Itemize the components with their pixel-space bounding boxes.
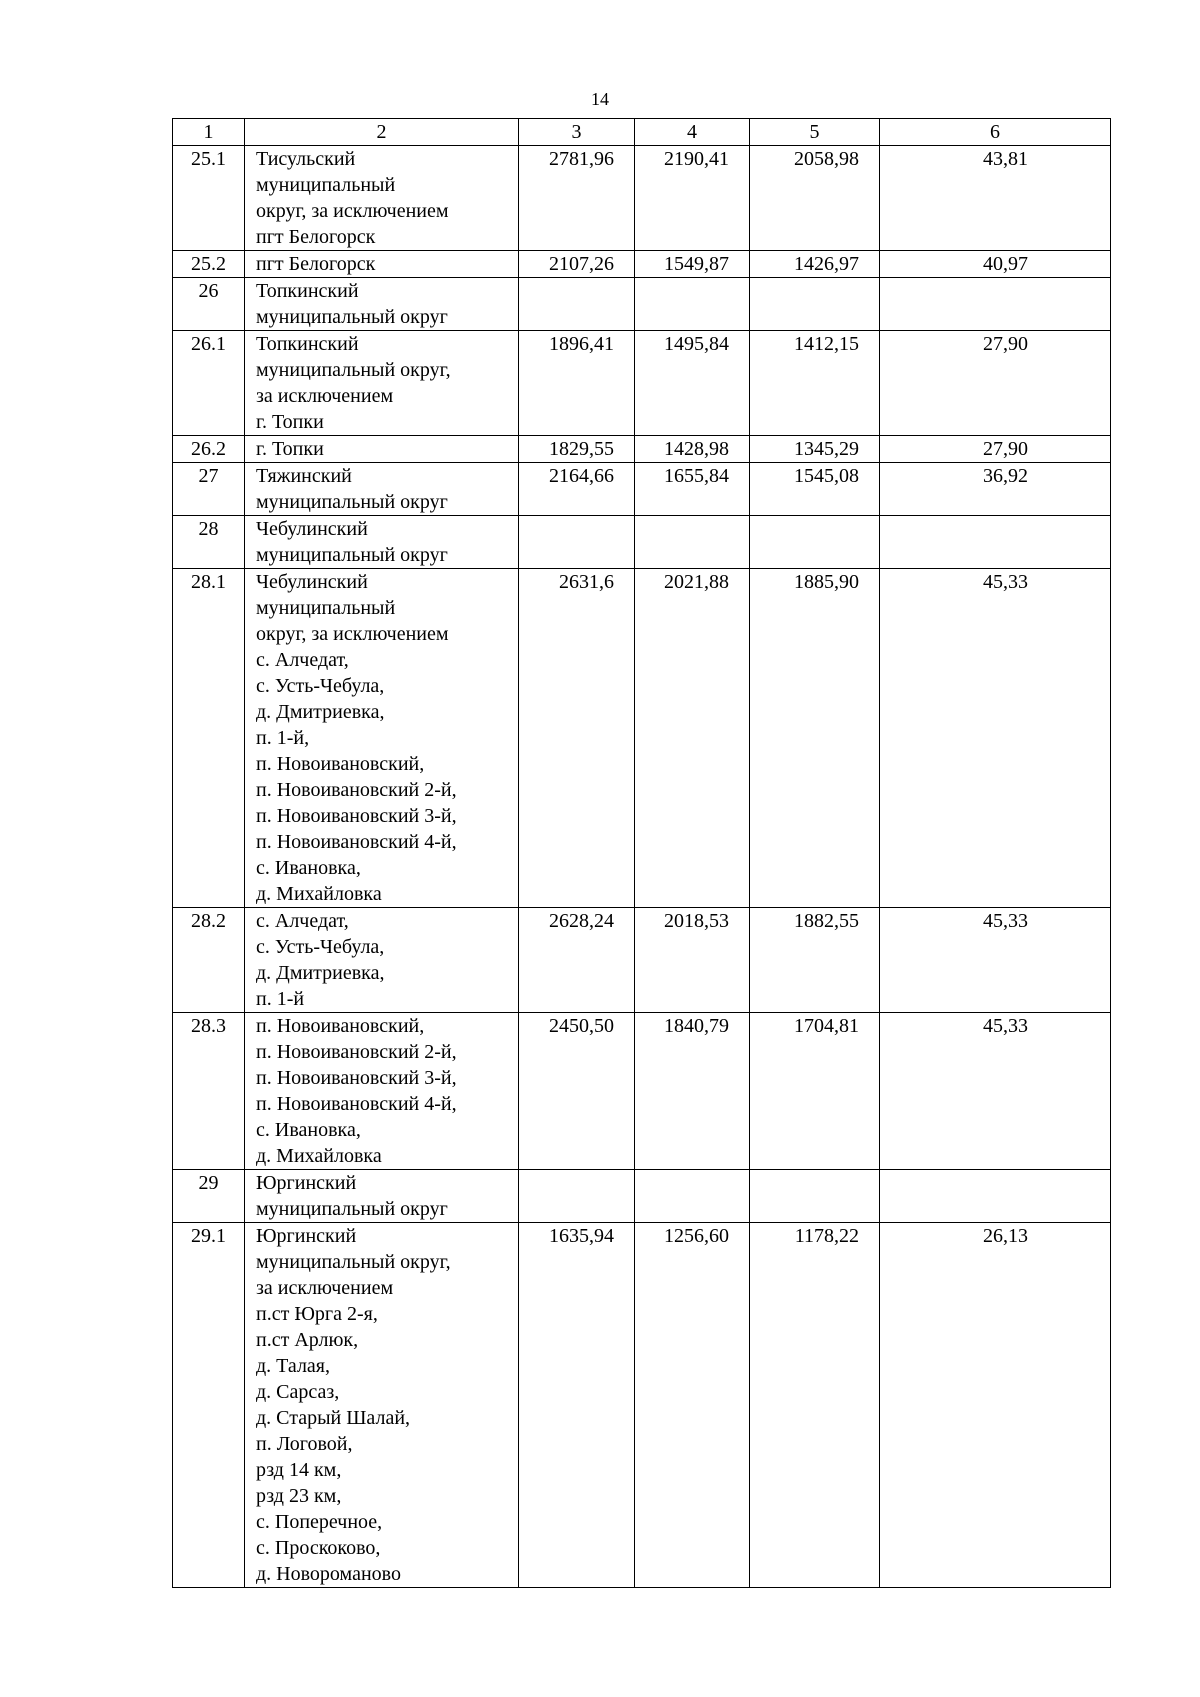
- table-row: [173, 1223, 1111, 1588]
- row-col3-cell: 2781,96: [519, 146, 635, 251]
- row-number-cell: 25.2: [173, 251, 245, 278]
- row-number-cell: 28.2: [173, 908, 245, 1013]
- row-col5-cell: 1882,55: [750, 908, 880, 1013]
- row-name-cell: Юргинский муниципальный округ: [245, 1170, 519, 1223]
- row-col5-cell: [750, 516, 880, 569]
- row-col4-cell: [635, 516, 750, 569]
- row-col3-cell: 2450,50: [519, 1013, 635, 1170]
- row-col3-cell: [519, 1170, 635, 1223]
- tariff-table: [172, 118, 1111, 1588]
- row-col6-cell: 27,90: [880, 331, 1111, 436]
- row-col4-cell: 2021,88: [635, 569, 750, 908]
- table-row: [173, 278, 1111, 331]
- row-col6-cell: 45,33: [880, 908, 1111, 1013]
- row-col5-cell: 1704,81: [750, 1013, 880, 1170]
- row-col4-cell: 1549,87: [635, 251, 750, 278]
- row-col3-cell: 2107,26: [519, 251, 635, 278]
- row-col5-cell: 1545,08: [750, 463, 880, 516]
- row-col6-cell: 40,97: [880, 251, 1111, 278]
- row-number-cell: 26.1: [173, 331, 245, 436]
- row-col4-cell: 2190,41: [635, 146, 750, 251]
- row-name-cell: пгт Белогорск: [245, 251, 519, 278]
- row-col5-cell: [750, 1170, 880, 1223]
- row-number-cell: 29: [173, 1170, 245, 1223]
- row-col4-cell: 1428,98: [635, 436, 750, 463]
- header-cell-5: 5: [750, 119, 880, 146]
- row-name-cell: г. Топки: [245, 436, 519, 463]
- row-col3-cell: [519, 516, 635, 569]
- header-cell-1: 1: [173, 119, 245, 146]
- row-name-cell: Чебулинский муниципальный округ: [245, 516, 519, 569]
- row-col4-cell: [635, 278, 750, 331]
- row-col3-cell: 2628,24: [519, 908, 635, 1013]
- table-row: [173, 146, 1111, 251]
- row-name-cell: п. Новоивановский, п. Новоивановский 2-й, п. Новоивановский 3-й, п. Новоивановский 4-й, с. Ивановка, д. Михайловка: [245, 1013, 519, 1170]
- row-col3-cell: 1635,94: [519, 1223, 635, 1588]
- row-col4-cell: 1655,84: [635, 463, 750, 516]
- row-number-cell: 26: [173, 278, 245, 331]
- table-row: [173, 1013, 1111, 1170]
- row-name-cell: Топкинский муниципальный округ, за исключением г. Топки: [245, 331, 519, 436]
- row-col5-cell: 1412,15: [750, 331, 880, 436]
- row-name-cell: Тяжинский муниципальный округ: [245, 463, 519, 516]
- header-cell-4: 4: [635, 119, 750, 146]
- table-row: [173, 331, 1111, 436]
- row-col5-cell: 1178,22: [750, 1223, 880, 1588]
- table-row: [173, 463, 1111, 516]
- row-name-cell: Чебулинский муниципальный округ, за исключением с. Алчедат, с. Усть-Чебула, д. Дмитриевка, п. 1-й, п. Новоивановский, п. Новоивановский 2-й, п. Новоивановский 3-й, п. Новоивановский 4-й, с. Ивановка, д. Михайловка: [245, 569, 519, 908]
- table-row: [173, 569, 1111, 908]
- row-name-cell: Тисульский муниципальный округ, за исключением пгт Белогорск: [245, 146, 519, 251]
- table-row: [173, 1170, 1111, 1223]
- row-number-cell: 27: [173, 463, 245, 516]
- row-col6-cell: [880, 516, 1111, 569]
- row-col6-cell: 45,33: [880, 569, 1111, 908]
- row-col3-cell: [519, 278, 635, 331]
- row-col5-cell: 1345,29: [750, 436, 880, 463]
- header-cell-6: 6: [880, 119, 1111, 146]
- row-col5-cell: 1885,90: [750, 569, 880, 908]
- row-col5-cell: [750, 278, 880, 331]
- table-row: [173, 251, 1111, 278]
- table-row: [173, 908, 1111, 1013]
- row-number-cell: 28: [173, 516, 245, 569]
- row-col6-cell: [880, 1170, 1111, 1223]
- row-number-cell: 28.3: [173, 1013, 245, 1170]
- row-col3-cell: 2164,66: [519, 463, 635, 516]
- row-col6-cell: 43,81: [880, 146, 1111, 251]
- table-row: [173, 436, 1111, 463]
- row-col6-cell: 27,90: [880, 436, 1111, 463]
- header-cell-3: 3: [519, 119, 635, 146]
- row-col6-cell: 26,13: [880, 1223, 1111, 1588]
- row-number-cell: 28.1: [173, 569, 245, 908]
- row-name-cell: Юргинский муниципальный округ, за исключением п.ст Юрга 2-я, п.ст Арлюк, д. Талая, д. Сарсаз, д. Старый Шалай, п. Логовой, рзд 14 км, рзд 23 км, с. Поперечное, с. Проскоково, д. Новороманово: [245, 1223, 519, 1588]
- row-col4-cell: 1256,60: [635, 1223, 750, 1588]
- row-name-cell: с. Алчедат, с. Усть-Чебула, д. Дмитриевка, п. 1-й: [245, 908, 519, 1013]
- row-col5-cell: 1426,97: [750, 251, 880, 278]
- row-col4-cell: 1840,79: [635, 1013, 750, 1170]
- row-number-cell: 25.1: [173, 146, 245, 251]
- row-col3-cell: 1829,55: [519, 436, 635, 463]
- row-col4-cell: [635, 1170, 750, 1223]
- table-header-row: [173, 119, 1111, 146]
- row-col4-cell: 1495,84: [635, 331, 750, 436]
- row-col4-cell: 2018,53: [635, 908, 750, 1013]
- page-number: 14: [591, 89, 609, 109]
- row-number-cell: 29.1: [173, 1223, 245, 1588]
- row-col3-cell: 1896,41: [519, 331, 635, 436]
- row-col6-cell: 36,92: [880, 463, 1111, 516]
- header-cell-2: 2: [245, 119, 519, 146]
- table-row: [173, 516, 1111, 569]
- table-body: [173, 119, 1111, 1588]
- row-col6-cell: 45,33: [880, 1013, 1111, 1170]
- row-col3-cell: 2631,6: [519, 569, 635, 908]
- row-col6-cell: [880, 278, 1111, 331]
- row-col5-cell: 2058,98: [750, 146, 880, 251]
- row-name-cell: Топкинский муниципальный округ: [245, 278, 519, 331]
- row-number-cell: 26.2: [173, 436, 245, 463]
